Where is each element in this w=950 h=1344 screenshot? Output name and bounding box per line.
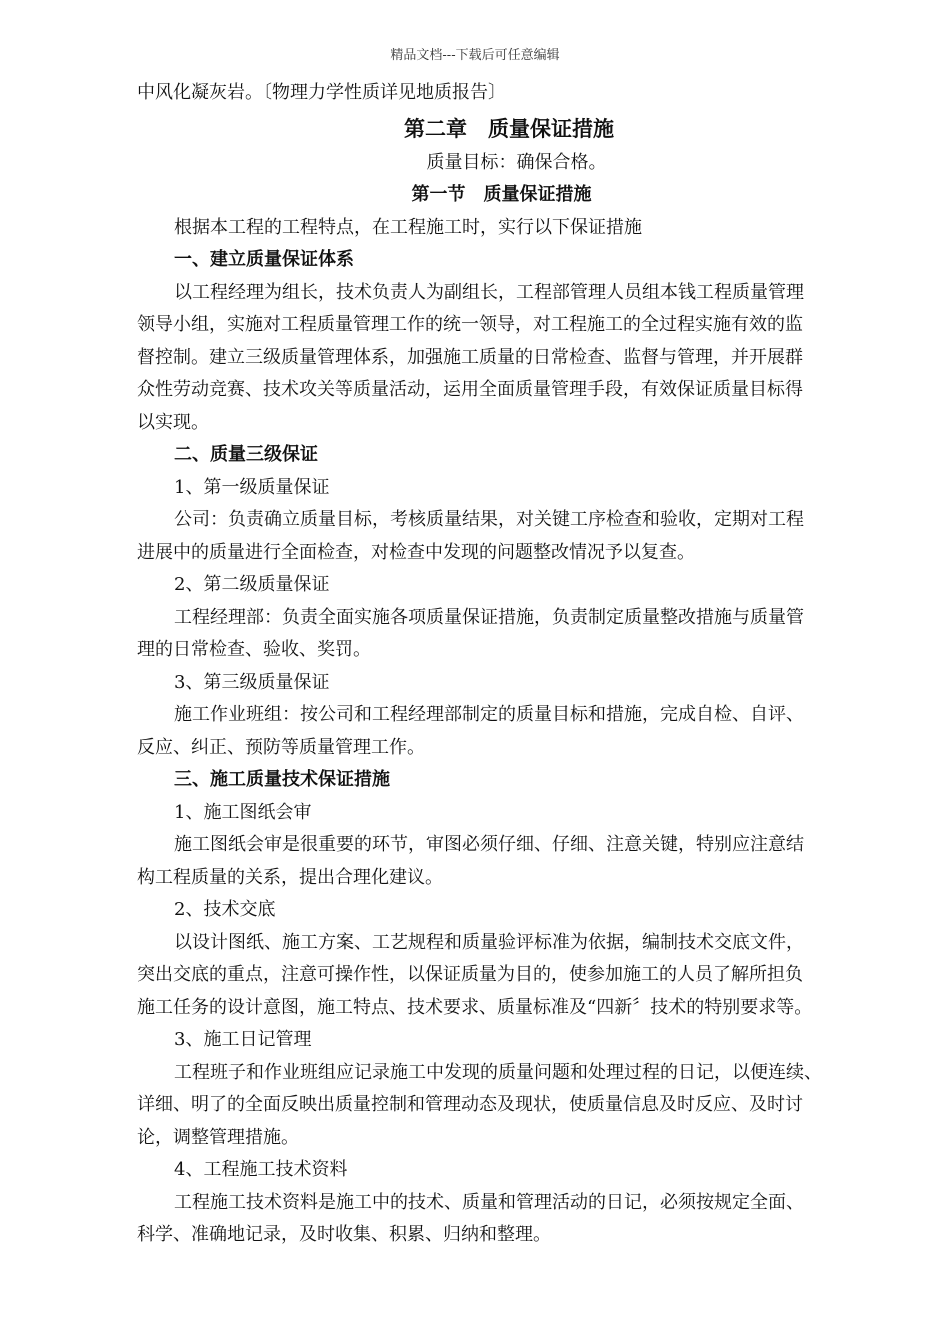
- paragraph-line: 领导小组，实施对工程质量管理工作的统一领导，对工程施工的全过程实施有效的监: [137, 314, 803, 335]
- subheading: 3、第三级质量保证: [174, 671, 330, 693]
- paragraph-line: 反应、纠正、预防等质量管理工作。: [137, 736, 425, 758]
- section-title: 第一节 质量保证措施: [411, 184, 592, 205]
- paragraph-line: 以工程经理为组长，技术负责人为副组长，工程部管理人员组本钱工程质量管理: [174, 281, 804, 303]
- subheading: 3、施工日记管理: [174, 1029, 312, 1050]
- paragraph-line: 施工作业班组：按公司和工程经理部制定的质量目标和措施，完成自检、自评、: [174, 704, 804, 725]
- paragraph-line: 构工程质量的关系，提出合理化建议。: [137, 866, 443, 888]
- paragraph-line: 论，调整管理措施。: [137, 1126, 299, 1148]
- paragraph-line: 科学、准确地记录，及时收集、积累、归纳和整理。: [137, 1224, 551, 1245]
- chapter-title: 第二章 质量保证措施: [404, 115, 614, 141]
- subheading: 1、施工图纸会审: [174, 801, 312, 823]
- subheading: 2、第二级质量保证: [174, 574, 330, 595]
- heading-1: 一、建立质量保证体系: [174, 249, 354, 270]
- heading-3: 三、施工质量技术保证措施: [174, 769, 390, 790]
- paragraph-line: 以实现。: [137, 411, 209, 433]
- subheading: 4、工程施工技术资料: [174, 1159, 348, 1180]
- intro-line: 中风化凝灰岩。〔物理力学性质详见地质报告〕: [137, 82, 506, 103]
- paragraph-line: 公司：负责确立质量目标，考核质量结果，对关键工序检查和验收，定期对工程: [174, 509, 804, 530]
- paragraph-line: 理的日常检查、验收、奖罚。: [137, 639, 371, 660]
- lead-paragraph: 根据本工程的工程特点，在工程施工时，实行以下保证措施: [174, 216, 642, 238]
- heading-2: 二、质量三级保证: [174, 444, 318, 465]
- subheading: 1、第一级质量保证: [174, 476, 330, 498]
- paragraph-line: 以设计图纸、施工方案、工艺规程和质量验评标准为依据，编制技术交底文件，: [174, 931, 804, 953]
- paragraph-line: 施工图纸会审是很重要的环节，审图必须仔细、仔细、注意关键，特别应注意结: [174, 834, 804, 855]
- paragraph-line: 施工任务的设计意图，施工特点、技术要求、质量标准及“四新〞技术的特别要求等。: [137, 996, 813, 1018]
- paragraph-line: 突出交底的重点，注意可操作性，以保证质量为目的，使参加施工的人员了解所担负: [137, 964, 803, 985]
- subheading: 2、技术交底: [174, 899, 276, 920]
- paragraph-line: 众性劳动竞赛、技术攻关等质量活动，运用全面质量管理手段，有效保证质量目标得: [137, 379, 803, 400]
- paragraph-line: 督控制。建立三级质量管理体系，加强施工质量的日常检查、监督与管理，并开展群: [137, 346, 803, 368]
- quality-goal: 质量目标：确保合格。: [426, 151, 607, 173]
- paragraph-line: 详细、明了的全面反映出质量控制和管理动态及现状，使质量信息及时反应、及时讨: [137, 1094, 803, 1115]
- document-body: [137, 77, 861, 1252]
- paragraph-line: 工程经理部：负责全面实施各项质量保证措施，负责制定质量整改措施与质量管: [174, 606, 804, 628]
- paragraph-line: 工程施工技术资料是施工中的技术、质量和管理活动的日记，必须按规定全面、: [174, 1191, 804, 1213]
- page-header: 精品文档---下载后可任意编辑: [390, 48, 560, 63]
- paragraph-line: 进展中的质量进行全面检查，对检查中发现的问题整改情况予以复查。: [137, 541, 695, 563]
- paragraph-line: 工程班子和作业班组应记录施工中发现的质量问题和处理过程的日记，以便连续、: [174, 1061, 822, 1083]
